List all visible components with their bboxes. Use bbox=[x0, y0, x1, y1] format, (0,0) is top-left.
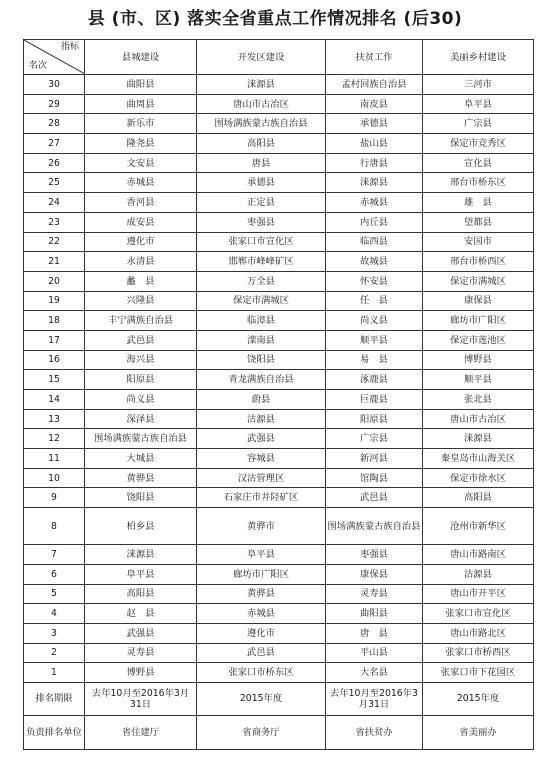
beautiful-village-cell: 沧州市新华区 bbox=[423, 508, 534, 545]
development-zone-cell: 武邑县 bbox=[197, 643, 326, 663]
county-construction-cell: 曲阳县 bbox=[85, 75, 197, 95]
poverty-alleviation-cell: 赤城县 bbox=[326, 193, 423, 213]
beautiful-village-cell: 阜平县 bbox=[423, 94, 534, 114]
rank-cell: 9 bbox=[24, 488, 85, 508]
table-row bbox=[24, 429, 534, 449]
development-zone-cell: 唐县 bbox=[197, 153, 326, 173]
beautiful-village-cell: 三河市 bbox=[423, 75, 534, 95]
development-zone-cell: 围场满族蒙古族自治县 bbox=[197, 114, 326, 134]
poverty-alleviation-cell: 南皮县 bbox=[326, 94, 423, 114]
development-zone-cell: 黄骅市 bbox=[197, 508, 326, 545]
development-zone-cell: 容城县 bbox=[197, 449, 326, 469]
table-row bbox=[24, 252, 534, 272]
county-construction-cell: 灵寿县 bbox=[85, 643, 197, 663]
development-zone-cell: 武强县 bbox=[197, 429, 326, 449]
beautiful-village-cell: 顺平县 bbox=[423, 370, 534, 390]
poverty-alleviation-cell: 新河县 bbox=[326, 449, 423, 469]
table-row bbox=[24, 564, 534, 584]
rank-cell: 1 bbox=[24, 663, 85, 683]
development-zone-cell: 汉沽管理区 bbox=[197, 468, 326, 488]
county-construction-cell: 蠡 县 bbox=[85, 271, 197, 291]
county-construction-cell: 阜平县 bbox=[85, 564, 197, 584]
development-zone-cell: 滦南县 bbox=[197, 330, 326, 350]
table-row bbox=[24, 604, 534, 624]
period-cell: 2015年度 bbox=[197, 682, 326, 715]
table-row bbox=[24, 449, 534, 469]
county-construction-cell: 隆尧县 bbox=[85, 134, 197, 154]
poverty-alleviation-cell: 尚义县 bbox=[326, 311, 423, 331]
rank-cell: 10 bbox=[24, 468, 85, 488]
column-header-development-zone: 开发区建设 bbox=[197, 40, 326, 75]
development-zone-cell: 赤城县 bbox=[197, 604, 326, 624]
poverty-alleviation-cell: 临西县 bbox=[326, 232, 423, 252]
poverty-alleviation-cell: 围场满族蒙古族自治县 bbox=[326, 508, 423, 545]
development-zone-cell: 阜平县 bbox=[197, 545, 326, 565]
table-row bbox=[24, 623, 534, 643]
development-zone-cell: 石家庄市井陉矿区 bbox=[197, 488, 326, 508]
development-zone-cell: 高阳县 bbox=[197, 134, 326, 154]
rank-cell: 22 bbox=[24, 232, 85, 252]
county-construction-cell: 武邑县 bbox=[85, 330, 197, 350]
period-label-cell: 排名期限 bbox=[24, 682, 85, 715]
beautiful-village-cell: 唐山市路北区 bbox=[423, 623, 534, 643]
county-construction-cell: 丰宁满族自治县 bbox=[85, 311, 197, 331]
poverty-alleviation-cell: 枣强县 bbox=[326, 545, 423, 565]
county-construction-cell: 曲周县 bbox=[85, 94, 197, 114]
beautiful-village-cell: 宣化县 bbox=[423, 153, 534, 173]
beautiful-village-cell: 邢台市桥东区 bbox=[423, 173, 534, 193]
county-construction-cell: 尚义县 bbox=[85, 390, 197, 410]
poverty-alleviation-cell: 易 县 bbox=[326, 350, 423, 370]
column-header-poverty-alleviation: 扶贫工作 bbox=[326, 40, 423, 75]
table-row bbox=[24, 114, 534, 134]
beautiful-village-cell: 保定市满城区 bbox=[423, 271, 534, 291]
rank-cell: 19 bbox=[24, 291, 85, 311]
county-construction-cell: 永清县 bbox=[85, 252, 197, 272]
poverty-alleviation-cell: 内丘县 bbox=[326, 212, 423, 232]
poverty-alleviation-cell: 阳原县 bbox=[326, 409, 423, 429]
rank-cell: 21 bbox=[24, 252, 85, 272]
poverty-alleviation-cell: 曲阳县 bbox=[326, 604, 423, 624]
beautiful-village-cell: 博野县 bbox=[423, 350, 534, 370]
beautiful-village-cell: 雄 县 bbox=[423, 193, 534, 213]
rank-cell: 30 bbox=[24, 75, 85, 95]
poverty-alleviation-cell: 故城县 bbox=[326, 252, 423, 272]
county-construction-cell: 赵 县 bbox=[85, 604, 197, 624]
poverty-alleviation-cell: 武邑县 bbox=[326, 488, 423, 508]
table-row bbox=[24, 291, 534, 311]
county-construction-cell: 涞源县 bbox=[85, 545, 197, 565]
county-construction-cell: 博野县 bbox=[85, 663, 197, 683]
beautiful-village-cell: 保定市莲池区 bbox=[423, 330, 534, 350]
development-zone-cell: 唐山市古冶区 bbox=[197, 94, 326, 114]
development-zone-cell: 邯郸市峰峰矿区 bbox=[197, 252, 326, 272]
county-construction-cell: 高阳县 bbox=[85, 584, 197, 604]
beautiful-village-cell: 张家口市桥西区 bbox=[423, 643, 534, 663]
table-row bbox=[24, 350, 534, 370]
rank-cell: 11 bbox=[24, 449, 85, 469]
beautiful-village-cell: 望都县 bbox=[423, 212, 534, 232]
period-cell: 去年10月至2016年3月31日 bbox=[326, 682, 423, 715]
county-construction-cell: 兴隆县 bbox=[85, 291, 197, 311]
beautiful-village-cell: 广宗县 bbox=[423, 114, 534, 134]
rank-cell: 13 bbox=[24, 409, 85, 429]
beautiful-village-cell: 廊坊市广阳区 bbox=[423, 311, 534, 331]
beautiful-village-cell: 张北县 bbox=[423, 390, 534, 410]
unit-cell: 省商务厅 bbox=[197, 715, 326, 749]
table-row bbox=[24, 75, 534, 95]
county-construction-cell: 围场满族蒙古族自治县 bbox=[85, 429, 197, 449]
poverty-alleviation-cell: 任 县 bbox=[326, 291, 423, 311]
beautiful-village-cell: 保定市徐水区 bbox=[423, 468, 534, 488]
rank-cell: 17 bbox=[24, 330, 85, 350]
corner-label-rank: 名次 bbox=[29, 61, 48, 71]
table-row bbox=[24, 212, 534, 232]
rank-cell: 7 bbox=[24, 545, 85, 565]
rank-cell: 4 bbox=[24, 604, 85, 624]
beautiful-village-cell: 秦皇岛市山海关区 bbox=[423, 449, 534, 469]
table-header-row bbox=[24, 40, 534, 75]
table-row bbox=[24, 390, 534, 410]
poverty-alleviation-cell: 广宗县 bbox=[326, 429, 423, 449]
poverty-alleviation-cell: 涞源县 bbox=[326, 173, 423, 193]
rank-cell: 29 bbox=[24, 94, 85, 114]
development-zone-cell: 万全县 bbox=[197, 271, 326, 291]
poverty-alleviation-cell: 平山县 bbox=[326, 643, 423, 663]
rank-cell: 24 bbox=[24, 193, 85, 213]
unit-row bbox=[24, 715, 534, 749]
beautiful-village-cell: 唐山市开平区 bbox=[423, 584, 534, 604]
rank-cell: 12 bbox=[24, 429, 85, 449]
period-row bbox=[24, 682, 534, 715]
column-header-beautiful-village: 美丽乡村建设 bbox=[423, 40, 534, 75]
poverty-alleviation-cell: 馆陶县 bbox=[326, 468, 423, 488]
table-row bbox=[24, 508, 534, 545]
development-zone-cell: 遵化市 bbox=[197, 623, 326, 643]
table-row bbox=[24, 584, 534, 604]
development-zone-cell: 沽源县 bbox=[197, 409, 326, 429]
county-construction-cell: 柏乡县 bbox=[85, 508, 197, 545]
rank-cell: 26 bbox=[24, 153, 85, 173]
beautiful-village-cell: 高阳县 bbox=[423, 488, 534, 508]
development-zone-cell: 廊坊市广阳区 bbox=[197, 564, 326, 584]
rank-cell: 27 bbox=[24, 134, 85, 154]
poverty-alleviation-cell: 孟村回族自治县 bbox=[326, 75, 423, 95]
development-zone-cell: 枣强县 bbox=[197, 212, 326, 232]
county-construction-cell: 香河县 bbox=[85, 193, 197, 213]
beautiful-village-cell: 张家口市下花园区 bbox=[423, 663, 534, 683]
development-zone-cell: 承德县 bbox=[197, 173, 326, 193]
table-row bbox=[24, 153, 534, 173]
table-row bbox=[24, 409, 534, 429]
table-row bbox=[24, 173, 534, 193]
development-zone-cell: 青龙满族自治县 bbox=[197, 370, 326, 390]
poverty-alleviation-cell: 盐山县 bbox=[326, 134, 423, 154]
period-cell: 2015年度 bbox=[423, 682, 534, 715]
rank-cell: 28 bbox=[24, 114, 85, 134]
table-row bbox=[24, 330, 534, 350]
unit-label-cell: 负责排名单位 bbox=[24, 715, 85, 749]
poverty-alleviation-cell: 承德县 bbox=[326, 114, 423, 134]
poverty-alleviation-cell: 行唐县 bbox=[326, 153, 423, 173]
county-construction-cell: 成安县 bbox=[85, 212, 197, 232]
poverty-alleviation-cell: 大名县 bbox=[326, 663, 423, 683]
rank-cell: 8 bbox=[24, 508, 85, 545]
development-zone-cell: 张家口市桥东区 bbox=[197, 663, 326, 683]
table-row bbox=[24, 663, 534, 683]
beautiful-village-cell: 保定市竞秀区 bbox=[423, 134, 534, 154]
rank-cell: 5 bbox=[24, 584, 85, 604]
county-construction-cell: 海兴县 bbox=[85, 350, 197, 370]
development-zone-cell: 饶阳县 bbox=[197, 350, 326, 370]
county-construction-cell: 阳原县 bbox=[85, 370, 197, 390]
table-row bbox=[24, 134, 534, 154]
development-zone-cell: 保定市满城区 bbox=[197, 291, 326, 311]
development-zone-cell: 蔚县 bbox=[197, 390, 326, 410]
table-row bbox=[24, 488, 534, 508]
rank-cell: 20 bbox=[24, 271, 85, 291]
rank-cell: 2 bbox=[24, 643, 85, 663]
beautiful-village-cell: 安国市 bbox=[423, 232, 534, 252]
unit-cell: 省扶贫办 bbox=[326, 715, 423, 749]
rank-cell: 16 bbox=[24, 350, 85, 370]
period-cell: 去年10月至2016年3月31日 bbox=[85, 682, 197, 715]
county-construction-cell: 新乐市 bbox=[85, 114, 197, 134]
development-zone-cell: 正定县 bbox=[197, 193, 326, 213]
rank-cell: 18 bbox=[24, 311, 85, 331]
poverty-alleviation-cell: 灵寿县 bbox=[326, 584, 423, 604]
county-construction-cell: 遵化市 bbox=[85, 232, 197, 252]
development-zone-cell: 涞源县 bbox=[197, 75, 326, 95]
poverty-alleviation-cell: 巨鹿县 bbox=[326, 390, 423, 410]
table-row bbox=[24, 370, 534, 390]
county-construction-cell: 文安县 bbox=[85, 153, 197, 173]
rank-cell: 6 bbox=[24, 564, 85, 584]
poverty-alleviation-cell: 顺平县 bbox=[326, 330, 423, 350]
county-construction-cell: 大城县 bbox=[85, 449, 197, 469]
page-title: 县 (市、区) 落实全省重点工作情况排名 (后30) bbox=[87, 9, 463, 29]
beautiful-village-cell: 沽源县 bbox=[423, 564, 534, 584]
rank-cell: 25 bbox=[24, 173, 85, 193]
beautiful-village-cell: 康保县 bbox=[423, 291, 534, 311]
development-zone-cell: 临漳县 bbox=[197, 311, 326, 331]
ranking-table bbox=[23, 39, 534, 750]
table-row bbox=[24, 643, 534, 663]
unit-cell: 省住建厅 bbox=[85, 715, 197, 749]
county-construction-cell: 黄骅县 bbox=[85, 468, 197, 488]
development-zone-cell: 张家口市宣化区 bbox=[197, 232, 326, 252]
table-row bbox=[24, 193, 534, 213]
beautiful-village-cell: 张家口市宣化区 bbox=[423, 604, 534, 624]
beautiful-village-cell: 邢台市桥西区 bbox=[423, 252, 534, 272]
table-row bbox=[24, 545, 534, 565]
column-header-county-construction: 县城建设 bbox=[85, 40, 197, 75]
county-construction-cell: 饶阳县 bbox=[85, 488, 197, 508]
table-row bbox=[24, 271, 534, 291]
beautiful-village-cell: 唐山市古冶区 bbox=[423, 409, 534, 429]
county-construction-cell: 赤城县 bbox=[85, 173, 197, 193]
beautiful-village-cell: 涞源县 bbox=[423, 429, 534, 449]
beautiful-village-cell: 唐山市路南区 bbox=[423, 545, 534, 565]
development-zone-cell: 黄骅县 bbox=[197, 584, 326, 604]
table-row bbox=[24, 94, 534, 114]
rank-cell: 3 bbox=[24, 623, 85, 643]
table-row bbox=[24, 311, 534, 331]
rank-cell: 15 bbox=[24, 370, 85, 390]
poverty-alleviation-cell: 唐 县 bbox=[326, 623, 423, 643]
rank-cell: 14 bbox=[24, 390, 85, 410]
table-row bbox=[24, 232, 534, 252]
poverty-alleviation-cell: 涿鹿县 bbox=[326, 370, 423, 390]
corner-label-indicator: 指标 bbox=[60, 42, 79, 52]
corner-header-cell bbox=[24, 40, 85, 75]
poverty-alleviation-cell: 康保县 bbox=[326, 564, 423, 584]
poverty-alleviation-cell: 怀安县 bbox=[326, 271, 423, 291]
county-construction-cell: 深泽县 bbox=[85, 409, 197, 429]
county-construction-cell: 武强县 bbox=[85, 623, 197, 643]
unit-cell: 省美丽办 bbox=[423, 715, 534, 749]
rank-cell: 23 bbox=[24, 212, 85, 232]
table-row bbox=[24, 468, 534, 488]
